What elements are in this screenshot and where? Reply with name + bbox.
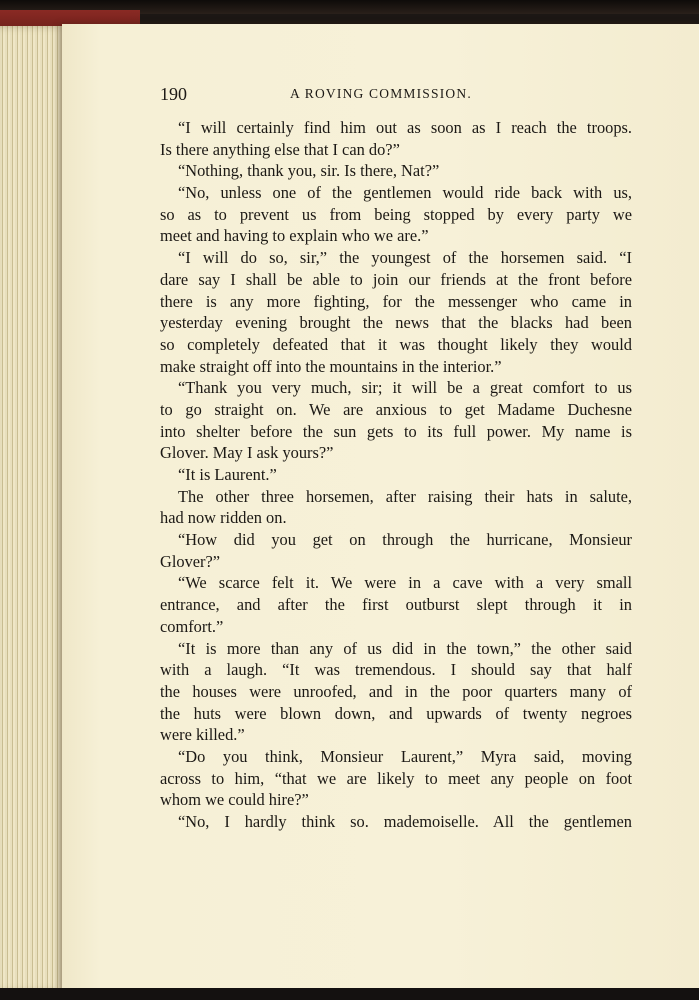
body-text: [160, 117, 632, 833]
text-line: into shelter before the sun gets to its full power. My name is: [160, 421, 632, 441]
text-line: were killed.”: [160, 725, 245, 745]
book-bottom-edge: [0, 988, 699, 1000]
text-line: yesterday evening brought the news that the blacks had been: [160, 313, 632, 333]
text-line: so as to prevent us from being stopped by every party we: [160, 204, 632, 224]
text-line: the huts were blown down, and upwards of twenty negroes: [160, 703, 632, 723]
text-line: Glover?”: [160, 551, 221, 571]
text-line: “It is more than any of us did in the town,” the other said: [178, 638, 632, 658]
text-line: “It is Laurent.”: [178, 465, 277, 484]
text-line: so completely defeated that it was thought likely they would: [160, 334, 632, 354]
text-line: “No, unless one of the gentlemen would ride back with us,: [178, 183, 632, 203]
text-line: “How did you get on through the hurricane, Monsieur: [178, 530, 632, 550]
text-line: “Nothing, thank you, sir. Is there, Nat?”: [178, 161, 440, 181]
text-line: “I will do so, sir,” the youngest of the horsemen said. “I: [178, 248, 632, 268]
text-line: “Thank you very much, sir; it will be a great comfort to us: [178, 378, 632, 398]
text-line: the houses were unroofed, and in the poor quarters many of: [160, 681, 632, 701]
page-header: [160, 84, 632, 108]
text-line: with a laugh. “It was tremendous. I should say that half: [160, 660, 632, 680]
text-line: had now ridden on.: [160, 508, 287, 528]
text-line: “I will certainly find him out as soon as I reach the troops.: [178, 118, 632, 137]
text-line: meet and having to explain who we are.”: [160, 226, 429, 246]
page-number: 190: [160, 84, 187, 104]
text-line: “We scarce felt it. We were in a cave with a very small: [178, 573, 632, 593]
text-line: make straight off into the mountains in the interior.”: [160, 356, 502, 376]
text-line: The other three horsemen, after raising their hats in salute,: [178, 486, 632, 506]
text-line: comfort.”: [160, 616, 224, 636]
text-line: “No, I hardly think so. mademoiselle. All the gentlemen: [178, 812, 632, 831]
text-line: dare say I shall be able to join our friends at the front before: [160, 269, 632, 289]
text-line: entrance, and after the first outburst slept through it in: [160, 595, 632, 615]
text-line: to go straight on. We are anxious to get Madame Duchesne: [160, 399, 632, 419]
text-line: “Do you think, Monsieur Laurent,” Myra said, moving: [178, 746, 632, 766]
text-line: there is any more fighting, for the messenger who came in: [160, 291, 632, 311]
running-head: A ROVING COMMISSION.: [290, 86, 472, 101]
text-line: whom we could hire?”: [160, 790, 309, 810]
text-line: across to him, “that we are likely to meet any people on foot: [160, 768, 632, 788]
page-edges: [0, 26, 70, 992]
text-line: Glover. May I ask yours?”: [160, 443, 334, 463]
text-line: Is there anything else that I can do?”: [160, 139, 400, 159]
